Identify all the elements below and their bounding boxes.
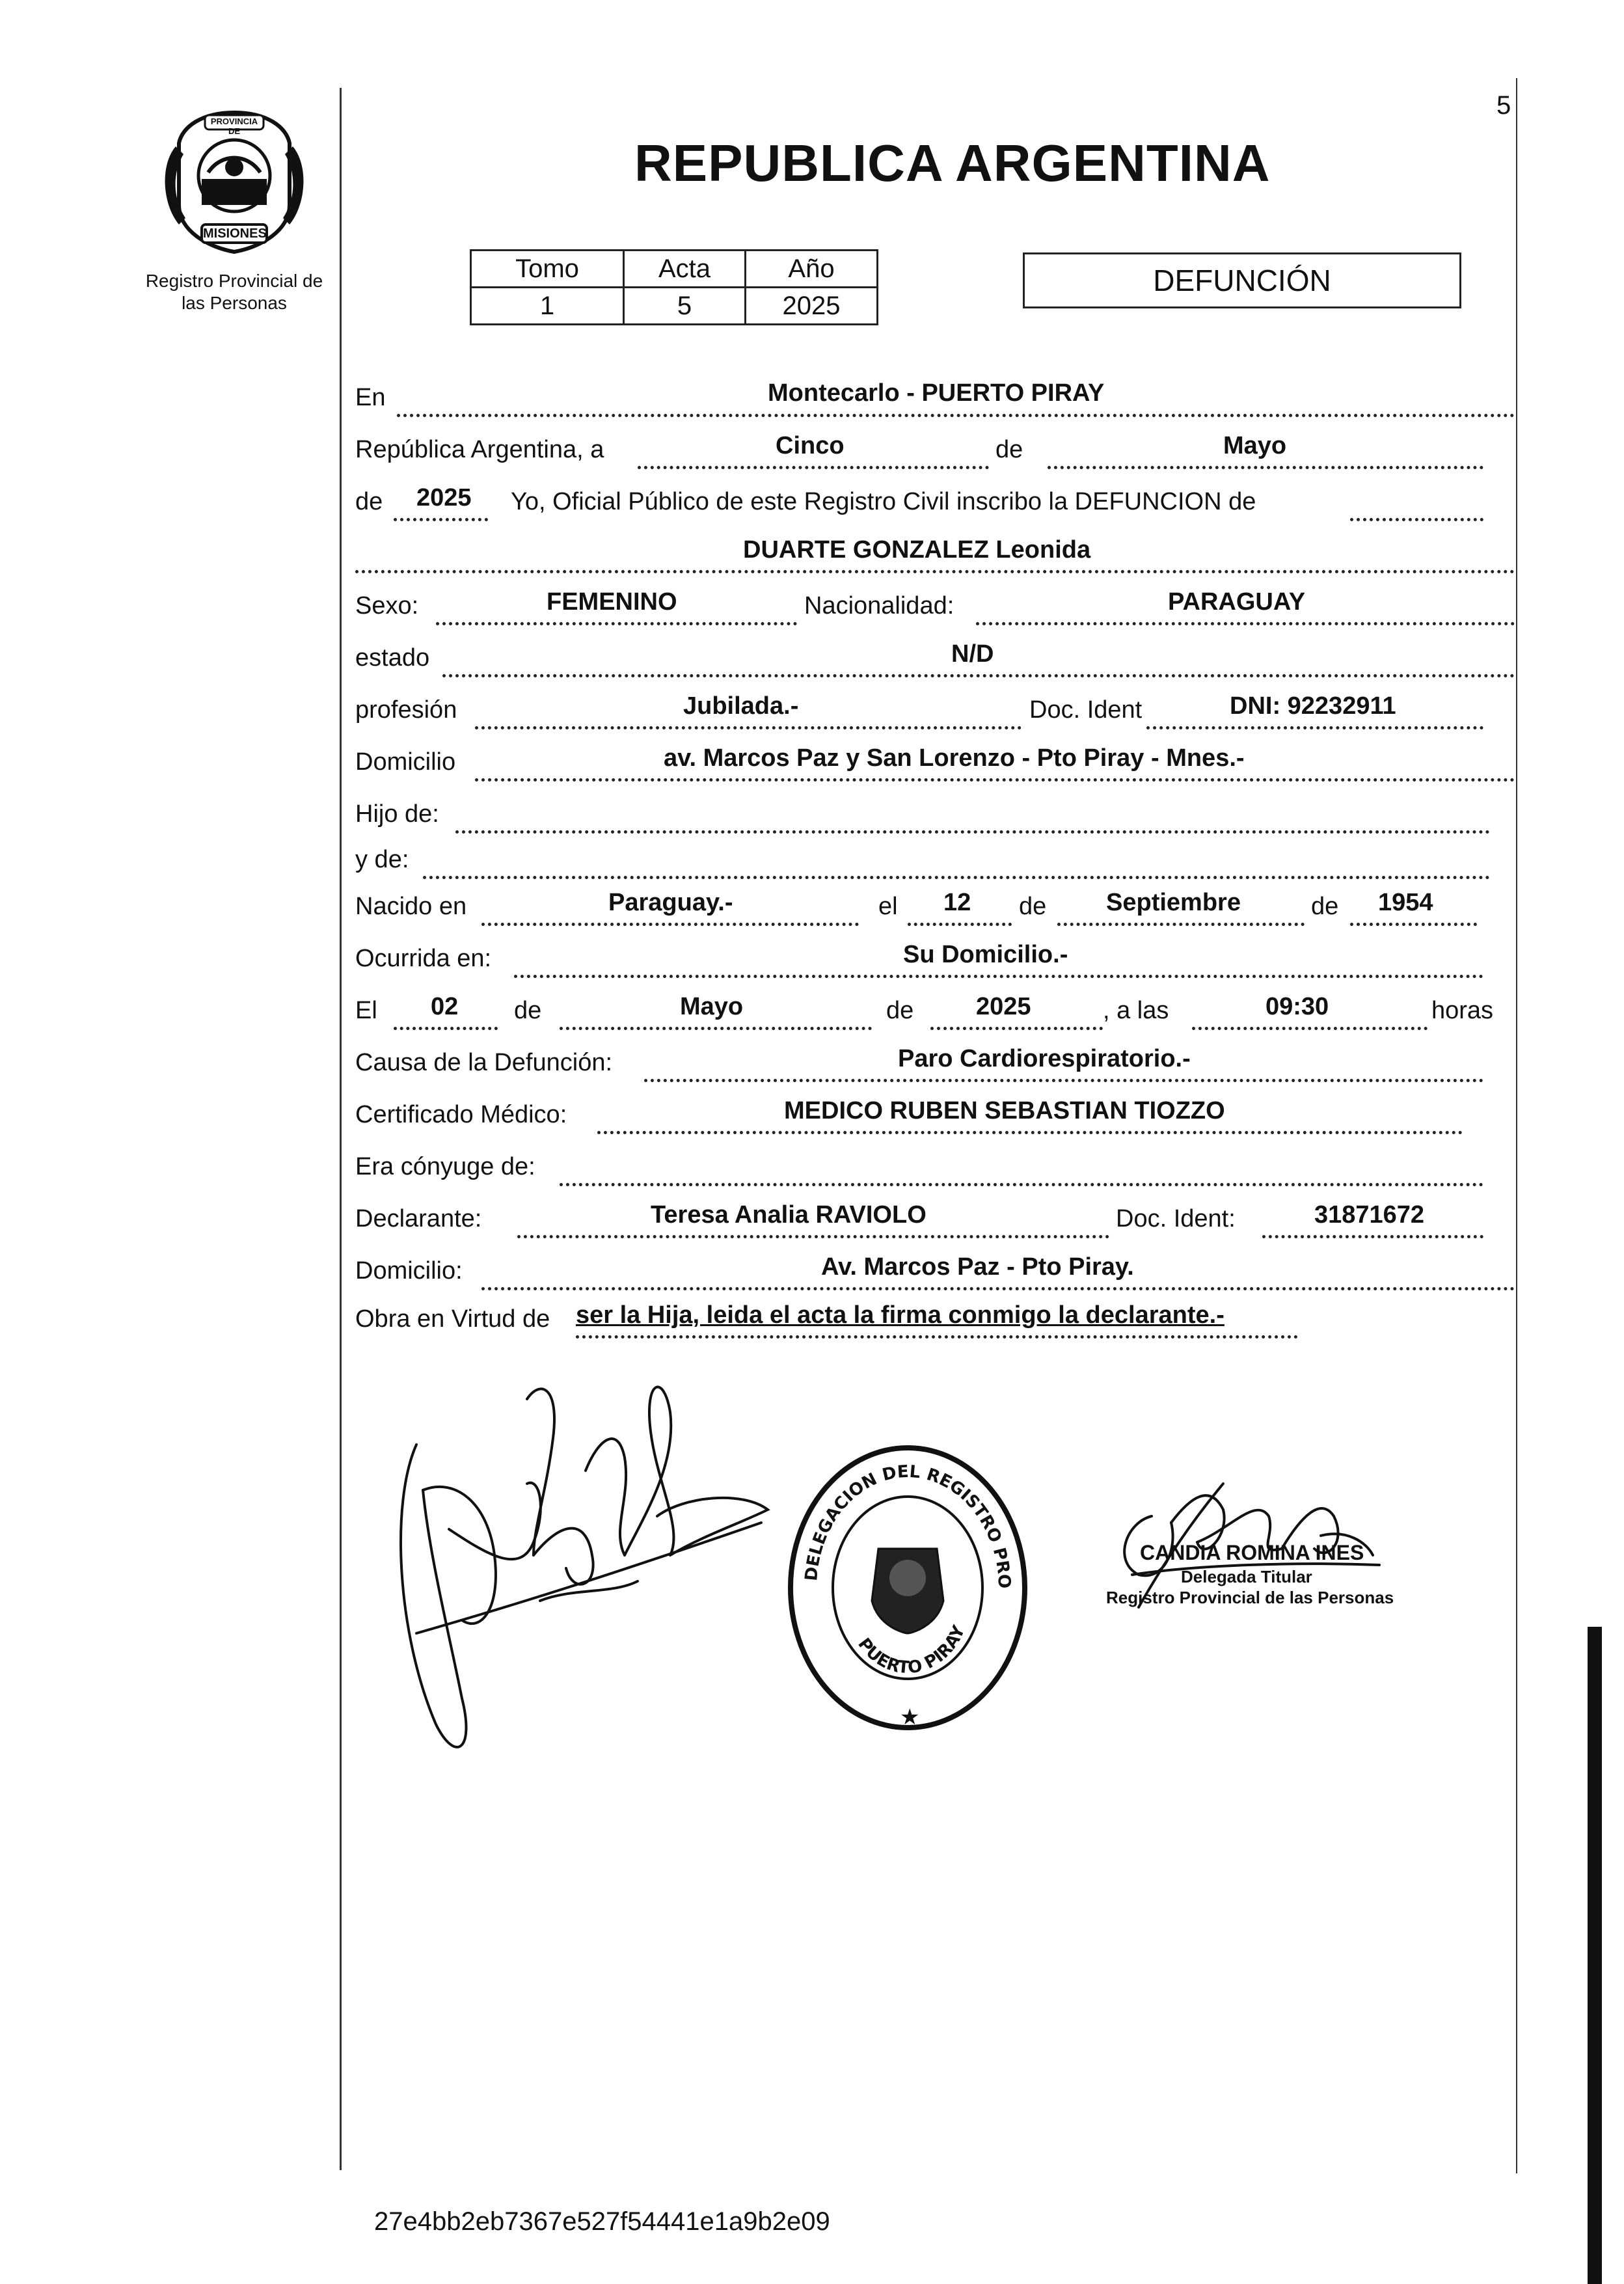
month-dotline <box>1048 466 1483 469</box>
en-label: En <box>355 384 386 411</box>
y-de-label: y de: <box>355 846 409 873</box>
hijo-de-dotline <box>455 830 1490 834</box>
declarante-dotline <box>517 1235 1109 1238</box>
sexo-value: FEMENINO <box>547 588 677 616</box>
doc-ident-value: DNI: 92232911 <box>1230 692 1396 720</box>
de-label-5: de <box>514 997 542 1024</box>
scan-edge-bar <box>1588 1627 1602 2284</box>
right-margin-line <box>1516 78 1517 2173</box>
domicilio-value: av. Marcos Paz y San Lorenzo - Pto Piray - Mnes.- <box>664 744 1245 772</box>
table-header-anio: Año <box>746 251 878 288</box>
en-dotline <box>397 414 1515 417</box>
official-title: Delegada Titular <box>1181 1567 1312 1586</box>
official-seal <box>781 1438 1035 1737</box>
estado-value: N/D <box>951 640 994 668</box>
page-title: REPUBLICA ARGENTINA <box>634 134 1271 192</box>
doc-ident-dotline <box>1146 726 1483 729</box>
table-header-acta: Acta <box>624 251 746 288</box>
misiones-coat-of-arms-logo <box>156 107 312 257</box>
logo-text-bottom: MISIONES <box>203 226 267 241</box>
causa-value: Paro Cardiorespiratorio.- <box>898 1045 1191 1072</box>
y-de-dotline <box>423 876 1490 879</box>
birth-month: Septiembre <box>1106 889 1241 916</box>
declarante-label: Declarante: <box>355 1205 482 1232</box>
domicilio2-value: Av. Marcos Paz - Pto Piray. <box>821 1253 1134 1281</box>
ocurrida-value: Su Domicilio.- <box>903 941 1068 968</box>
nacido-value: Paraguay.- <box>608 889 733 916</box>
birth-year-dotline <box>1350 923 1477 926</box>
death-month: Mayo <box>680 993 744 1020</box>
act-type-label: DEFUNCIÓN <box>1153 264 1331 297</box>
day-dotline <box>638 466 989 469</box>
de-label-6: de <box>886 997 914 1024</box>
doc-ident2-label: Doc. Ident: <box>1116 1205 1236 1232</box>
domicilio2-dotline <box>481 1287 1515 1290</box>
nacionalidad-dotline <box>976 622 1515 625</box>
causa-dotline <box>644 1079 1483 1082</box>
inscribo-text: Yo, Oficial Público de este Registro Civil inscribo la DEFUNCION de <box>511 488 1256 515</box>
seal-bottom-text: PUERTO PIRAY <box>854 1622 969 1678</box>
birth-day: 12 <box>943 889 971 916</box>
death-year-dotline <box>930 1027 1103 1030</box>
de-label-2: de <box>355 488 383 515</box>
a-las-label: , a las <box>1103 997 1169 1024</box>
obra-label: Obra en Virtud de <box>355 1305 550 1333</box>
nacido-label: Nacido en <box>355 893 467 920</box>
name-dotline <box>355 570 1515 573</box>
el2-label: El <box>355 997 377 1024</box>
nacido-dotline <box>481 923 859 926</box>
conyuge-dotline <box>560 1183 1483 1186</box>
declarante-value: Teresa Analia RAVIOLO <box>651 1201 927 1229</box>
deceased-name: DUARTE GONZALEZ Leonida <box>743 536 1091 564</box>
profesion-dotline <box>475 726 1022 729</box>
day-value: Cinco <box>776 432 845 459</box>
page-number: 5 <box>1496 91 1511 120</box>
birth-year: 1954 <box>1378 889 1433 916</box>
de-label-1: de <box>995 436 1023 463</box>
table-cell-acta: 5 <box>624 288 746 325</box>
death-time-dotline <box>1192 1027 1428 1030</box>
year-dotline <box>394 518 488 521</box>
estado-label: estado <box>355 644 430 672</box>
doc-ident2-value: 31871672 <box>1314 1201 1425 1229</box>
ocurrida-dotline <box>514 975 1483 978</box>
causa-label: Causa de la Defunción: <box>355 1049 613 1076</box>
declarant-signature <box>377 1360 794 1776</box>
official-name: CANDIA ROMINA INES <box>1140 1541 1364 1564</box>
table-cell-tomo: 1 <box>471 288 624 325</box>
obra-dotline <box>576 1335 1298 1339</box>
svg-text:★: ★ <box>900 1705 920 1730</box>
nacionalidad-value: PARAGUAY <box>1168 588 1306 616</box>
act-type-box <box>1023 252 1461 308</box>
sexo-label: Sexo: <box>355 592 419 619</box>
certificado-value: MEDICO RUBEN SEBASTIAN TIOZZO <box>784 1097 1225 1124</box>
hijo-de-label: Hijo de: <box>355 800 439 828</box>
left-margin-line <box>340 88 342 2170</box>
table-header-tomo: Tomo <box>471 251 624 288</box>
table-cell-anio: 2025 <box>746 288 878 325</box>
domicilio2-label: Domicilio: <box>355 1257 463 1285</box>
death-time: 09:30 <box>1265 993 1329 1020</box>
year-value: 2025 <box>416 484 472 511</box>
profesion-label: profesión <box>355 696 457 724</box>
de-label-3: de <box>1019 893 1047 920</box>
domicilio-label: Domicilio <box>355 748 456 776</box>
logo-text-top: PROVINCIA DE <box>210 116 258 136</box>
birth-day-dotline <box>908 923 1012 926</box>
estado-dotline <box>442 674 1515 677</box>
death-month-dotline <box>560 1027 872 1030</box>
certificado-dotline <box>597 1131 1463 1134</box>
nacionalidad-label: Nacionalidad: <box>804 592 954 619</box>
horas-label: horas <box>1431 997 1494 1024</box>
conyuge-label: Era cónyuge de: <box>355 1153 535 1180</box>
el-label: el <box>878 893 898 920</box>
republica-label: República Argentina, a <box>355 436 604 463</box>
ocurrida-label: Ocurrida en: <box>355 945 492 972</box>
birth-month-dotline <box>1057 923 1305 926</box>
certificado-label: Certificado Médico: <box>355 1101 567 1128</box>
domicilio-dotline <box>475 778 1515 782</box>
official-registry: Registro Provincial de las Personas <box>1106 1588 1394 1607</box>
sexo-dotline <box>436 622 797 625</box>
document-hash: 27e4bb2eb7367e527f54441e1a9b2e09 <box>374 2207 830 2236</box>
de-label-4: de <box>1311 893 1339 920</box>
death-day: 02 <box>431 993 459 1020</box>
profesion-value: Jubilada.- <box>683 692 799 720</box>
obra-value: ser la Hija, leida el acta la firma conmigo la declarante.- <box>576 1301 1225 1329</box>
en-value: Montecarlo - PUERTO PIRAY <box>768 379 1105 407</box>
death-day-dotline <box>394 1027 498 1030</box>
doc-ident2-dotline <box>1262 1235 1483 1238</box>
registry-label: Registro Provincial de las Personas <box>145 271 323 313</box>
doc-ident-label: Doc. Ident <box>1029 696 1143 724</box>
inscribo-dotline <box>1350 518 1483 521</box>
month-value: Mayo <box>1223 432 1287 459</box>
death-year: 2025 <box>976 993 1031 1020</box>
acta-reference-table <box>470 249 878 325</box>
seal-ring-text: DELEGACION DEL REGISTRO PRO <box>802 1461 1014 1589</box>
